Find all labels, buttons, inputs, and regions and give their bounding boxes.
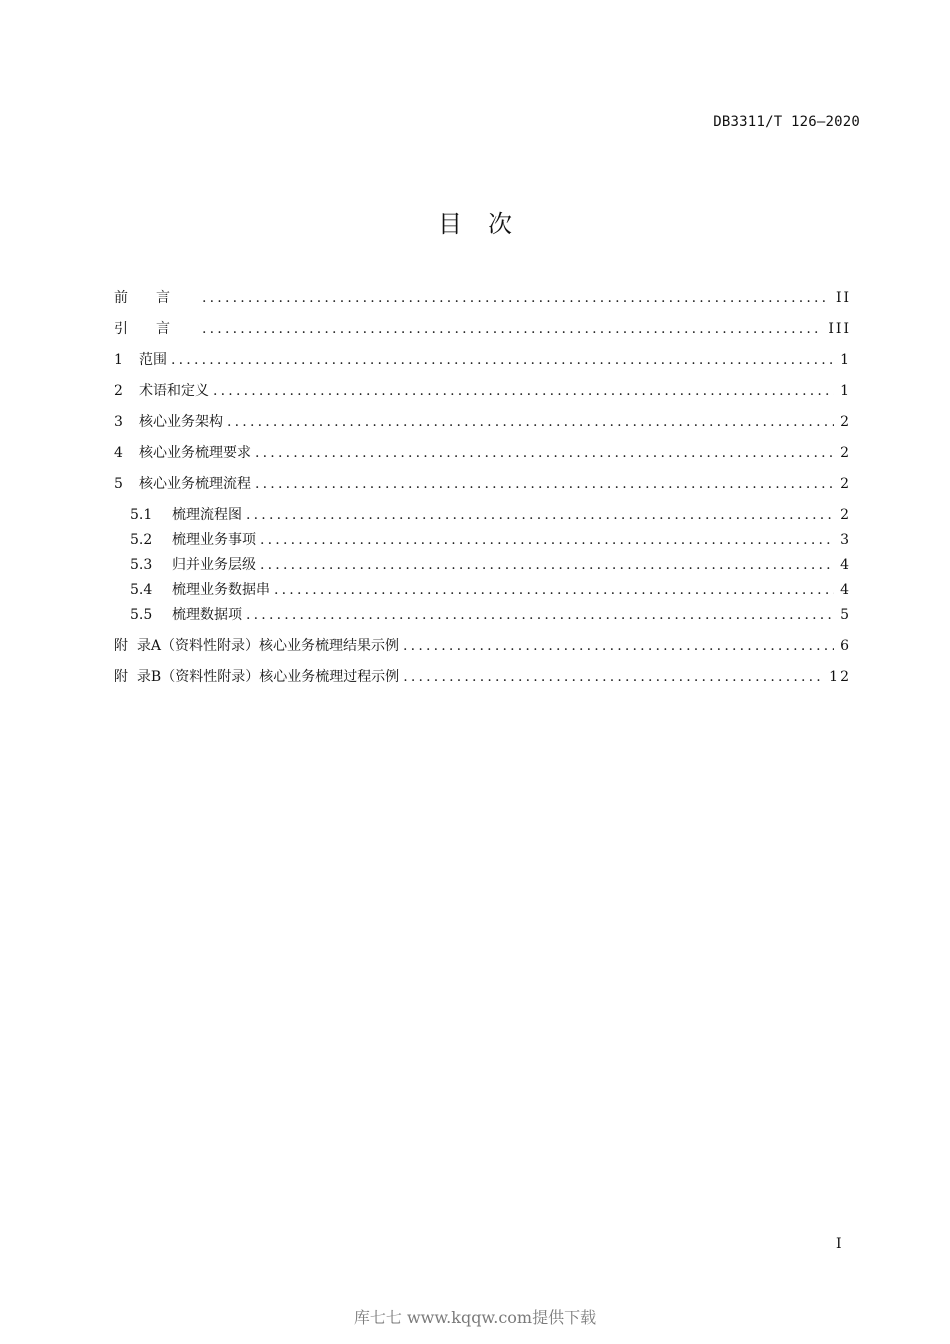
toc-entry-label: 引言 (114, 321, 198, 337)
table-of-contents (114, 286, 851, 696)
toc-subentry-data-items[interactable] (114, 603, 851, 634)
toc-entry-number: 5.4 (130, 582, 153, 598)
toc-entry-page: 2 (840, 507, 851, 523)
toc-entry-terms[interactable] (114, 379, 851, 410)
toc-entry-process[interactable] (114, 472, 851, 503)
toc-entry-label: 附 录A（资料性附录）核心业务梳理结果示例 (114, 638, 400, 654)
toc-entry-page: 6 (840, 638, 851, 654)
toc-leader-dots (255, 441, 834, 465)
toc-leader-dots (227, 410, 834, 434)
toc-entry-label: 1 范围 (114, 348, 167, 372)
toc-entry-scope[interactable] (114, 348, 851, 379)
toc-entry-introduction[interactable] (114, 317, 851, 348)
toc-leader-dots (202, 286, 830, 310)
toc-entry-number: 5.5 (130, 607, 153, 623)
download-watermark: 库七七 www.kqqw.com提供下载 (353, 1308, 597, 1327)
toc-entry-number: 3 (114, 414, 123, 430)
toc-entry-number: 5 (114, 476, 123, 492)
toc-entry-page: 5 (840, 607, 851, 623)
toc-entry-page: III (828, 321, 851, 337)
toc-entry-foreword[interactable] (114, 286, 851, 317)
toc-entry-page: 12 (829, 669, 851, 685)
toc-entry-page: II (835, 290, 851, 306)
toc-entry-label: 5.1 梳理流程图 (130, 503, 242, 527)
toc-entry-label: 5.4 梳理业务数据串 (130, 578, 270, 602)
toc-entry-label: 5.3 归并业务层级 (130, 553, 256, 577)
toc-leader-dots (403, 665, 823, 689)
toc-leader-dots (171, 348, 834, 372)
toc-entry-number: 1 (114, 352, 123, 368)
toc-entry-label: 2 术语和定义 (114, 379, 209, 403)
toc-entry-number: 4 (114, 445, 123, 461)
toc-leader-dots (260, 553, 834, 577)
toc-subentry-merge-levels[interactable] (114, 553, 851, 578)
toc-entry-architecture[interactable] (114, 410, 851, 441)
toc-entry-page: 2 (840, 476, 851, 492)
toc-entry-label: 5.2 梳理业务事项 (130, 528, 256, 552)
toc-leader-dots (246, 603, 834, 627)
toc-leader-dots (246, 503, 834, 527)
toc-entry-number: 5.2 (130, 532, 153, 548)
toc-entry-label: 前言 (114, 290, 198, 306)
toc-leader-dots (274, 578, 834, 602)
toc-entry-page: 2 (840, 414, 851, 430)
toc-entry-page: 3 (840, 532, 851, 548)
toc-entry-label: 3 核心业务架构 (114, 410, 223, 434)
toc-entry-page: 4 (840, 557, 851, 573)
toc-leader-dots (202, 317, 822, 341)
toc-entry-appendix-a[interactable] (114, 634, 851, 665)
toc-entry-number: 2 (114, 383, 123, 399)
toc-entry-page: 1 (840, 352, 851, 368)
toc-entry-number: 5.3 (130, 557, 153, 573)
toc-subentry-data-strings[interactable] (114, 578, 851, 603)
toc-entry-label: 附 录B（资料性附录）核心业务梳理过程示例 (114, 669, 400, 685)
toc-entry-label: 5 核心业务梳理流程 (114, 472, 251, 496)
page-number: I (836, 1236, 842, 1252)
toc-leader-dots (255, 472, 834, 496)
toc-leader-dots (403, 634, 834, 658)
standard-code: DB3311/T 126—2020 (713, 114, 860, 130)
toc-entry-label: 4 核心业务梳理要求 (114, 441, 251, 465)
toc-leader-dots (260, 528, 834, 552)
toc-entry-appendix-b[interactable] (114, 665, 851, 696)
toc-entry-label: 5.5 梳理数据项 (130, 603, 242, 627)
toc-entry-number: 5.1 (130, 507, 153, 523)
toc-subentry-flowchart[interactable] (114, 503, 851, 528)
toc-entry-page: 1 (840, 383, 851, 399)
toc-leader-dots (213, 379, 834, 403)
toc-entry-page: 2 (840, 445, 851, 461)
toc-entry-requirements[interactable] (114, 441, 851, 472)
toc-entry-page: 4 (840, 582, 851, 598)
page-title: 目次 (438, 210, 538, 238)
toc-subentry-business-items[interactable] (114, 528, 851, 553)
